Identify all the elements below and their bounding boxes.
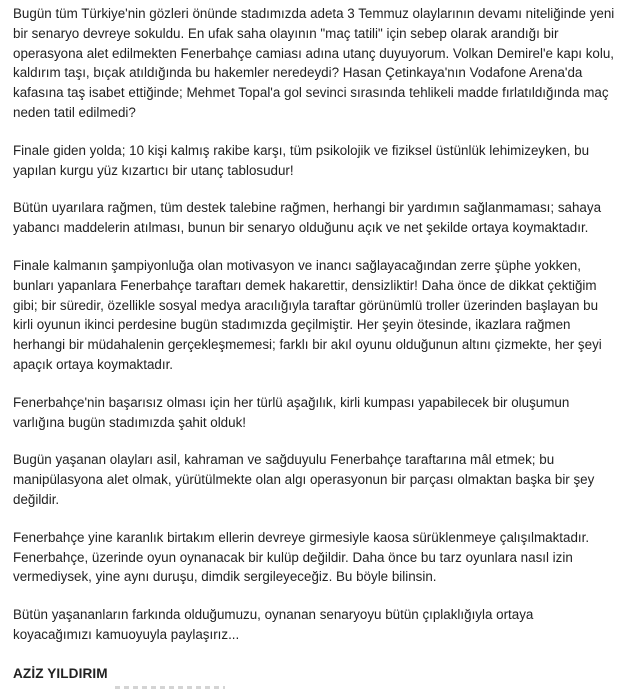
paragraph-3: Bütün uyarılara rağmen, tüm destek talebine rağmen, herhangi bir yardımın sağlanmaması; sahaya yabancı maddelerin atılması, bunun bir senaryo olduğunu açık ve net şekilde ortaya koymaktadır. — [13, 200, 602, 236]
signature: AZİZ YILDIRIM — [13, 666, 108, 681]
paragraph-7: Fenerbahçe yine karanlık birtakım ellerin devreye girmesiyle kaosa sürüklenmeye çalışılmaktadır. Fenerbahçe, üzerinde oyun oynanacak bir kulüp değildir. Daha önce bu tarz oyunlara nasıl izin vermediysek, yine aynı duruşu, dimdik sergileyeceğiz. Bu böyle bilinsin. — [13, 529, 590, 585]
paragraph-8: Bütün yaşananların farkında olduğumuzu, oynanan senaryoyu bütün çıplaklığıyla ortaya koyacağımızı kamuoyuyla paylaşırız... — [13, 607, 534, 642]
paragraph-6: Bugün yaşanan olayları asil, kahraman ve sağduyulu Fenerbahçe taraftarına mâl etmek; bu manipülasyona alet olmak, yürütülmekte olan algı operasyonun bir parçası olmaktan başka bir şey değildir. — [13, 452, 595, 507]
paragraph-5: Fenerbahçe'nin başarısız olması için her türlü aşağılık, kirli kumpası yapabilecek bir oluşumun varlığına bugün stadımızda şahit olduk! — [13, 394, 570, 430]
paragraph-1: Bugün tüm Türkiye'nin gözleri önünde stadımızda adeta 3 Temmuz olaylarının devamı niteliğinde yeni bir senaryo devreye sokuldu. En ufak saha olayının "maç tatili" için sebep olarak arandığı bir operasyona alet edilmekten Fenerbahçe camiası adına utanç duyuyorum. Volkan Demirel'e kapı kolu, kaldırım taşı, bıçak atıldığında bu hakemler neredeydi? Hasan Çetinkaya'nın Vodafone Arena'da kafasına taş isabet ettiğinde; Mehmet Topal'a gol sevinci sırasında tehlikeli madde fırlatıldığında maç neden tatil edilmedi? — [13, 6, 615, 120]
statement-body — [13, 4, 621, 663]
paragraph-4: Finale kalmanın şampiyonluğa olan motivasyon ve inancı sağlayacağından zerre şüphe yokken, bunları yapanlara Fenerbahçe taraftarı demek hakarettir, densizliktir! Daha önce de dikkat çektiğim gibi; bir süredir, özellikle sosyal medya aracılığıyla taraftar görünümlü troller üzerinden başlayan bu kirli oyunun ikinci perdesine bugün stadımızda geçilmiştir. Her şeyin ötesinde, ikazlara rağmen herhangi bir müdahalenin gerçekleşmemesi; farklı bir akıl oyunu olduğunun altını çizmekte, her şeyi apaçık ortaya koymaktadır. — [13, 257, 602, 372]
paragraph-2: Finale giden yolda; 10 kişi kalmış rakibe karşı, tüm psikolojik ve fiziksel üstünlük lehimizeyken, bu yapılan kurgu yüz kızartıcı bir utanç tablosudur! — [13, 142, 590, 178]
